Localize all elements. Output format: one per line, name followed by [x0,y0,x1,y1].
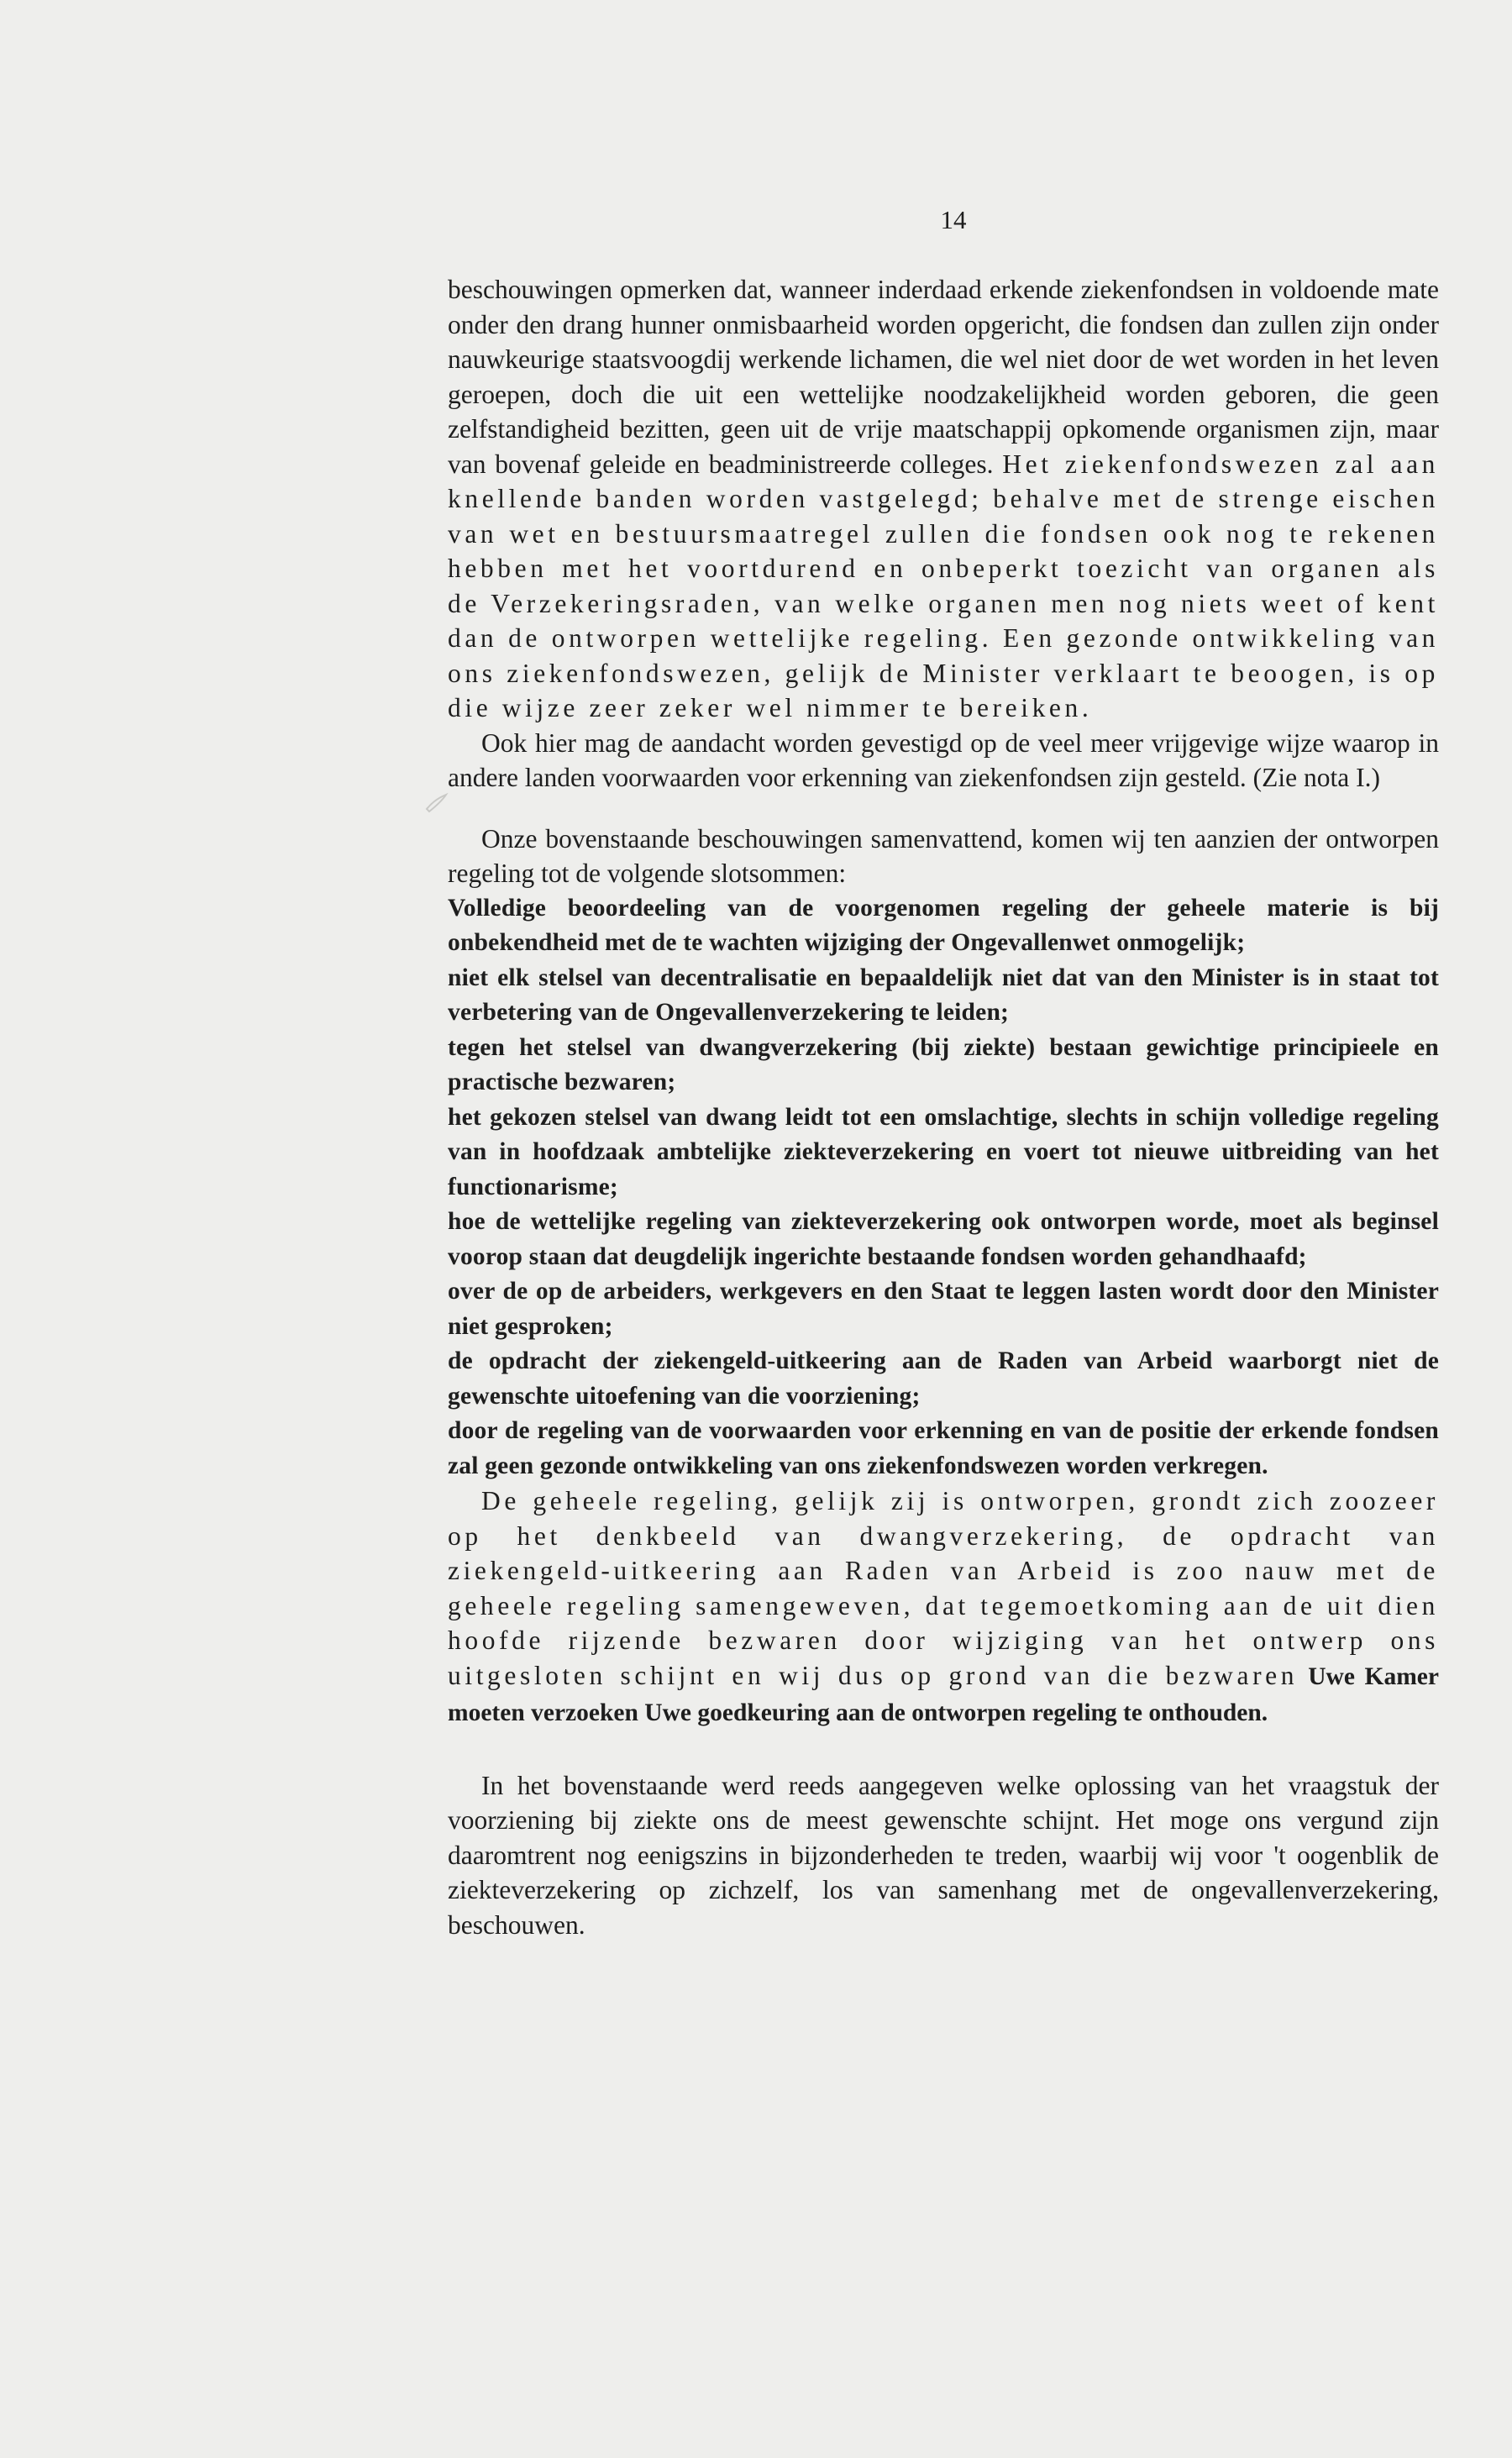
conclusion-item: niet elk stelsel van decentralisatie en bepaaldelijk niet dat van den Minister is in staat tot verbetering van de Ongevallenverzekering te leiden; [448,964,1439,1026]
conclusion-item: de opdracht der ziekengeld-uitkeering aan de Raden van Arbeid waarborgt niet de gewenschte uitoefening van die voorziening; [448,1347,1439,1410]
ink-stain-mark [424,792,449,814]
conclusions-list [448,891,1439,1484]
paragraph-closing: In het bovenstaande werd reeds aangegeven welke oplossing van het vraagstuk der voorziening bij ziekte ons de meest gewenschte schijnt. Het moge ons vergund zijn daaromtrent nog eenigszins in bijzonderheden te treden, waarbij wij voor 't oogenblik de ziekteverzekering op zichzelf, los van samenhang met de ongevallenverzekering, beschouwen. [448,1770,1439,1940]
page-number: 14 [940,205,967,234]
intro-text: beschouwingen opmerken dat, wanneer inderdaad erkende ziekenfondsen in voldoende mate onder den drang hunner onmisbaarheid worden opgericht, die fondsen dan zullen zijn onder nauwkeurige staatsvoogdij werkende lichamen, die wel niet door de wet worden in het leven geroepen, doch die uit een wettelijke noodzakelijkheid worden geboren, die geen zelfstandigheid bezitten, geen uit de vrije maatschappij opkomende organismen zijn, maar van bovenaf geleide en beadministreerde colleges. [448,275,1439,479]
conclusion-item: over de op de arbeiders, werkgevers en den Staat te leggen lasten wordt door den Minister niet gesproken; [448,1278,1439,1340]
request-spaced-text: De geheele regeling, gelijk zij is ontworpen, grondt zich zoozeer op het denkbeeld van dwangverzekering, de opdracht van ziekengeld-uitkeering aan Raden van Arbeid is zoo nauw met de geheele regeling samengeweven, dat tegemoetkoming aan de uit dien hoofde rijzende bezwaren door wijziging van het ontwerp ons uitgesloten schijnt en wij dus op grond van die bezwaren [448,1486,1439,1690]
request-bold-text: Uwe Kamer moeten verzoeken Uwe goedkeuring aan de ontworpen regeling te onthouden. [448,1662,1439,1726]
paragraph-summary-intro: Onze bovenstaande beschouwingen samenvattend, komen wij ten aanzien der ontworpen regeling tot de volgende slotsommen: [448,823,1439,888]
conclusion-item: het gekozen stelsel van dwang leidt tot een omslachtige, slechts in schijn volledige regeling van in hoofdzaak ambtelijke ziekteverzekering en voert tot nieuwe uitbreiding van het functionarisme; [448,1103,1439,1200]
conclusion-item: hoe de wettelijke regeling van ziekteverzekering ook ontworpen worde, moet als beginsel voorop staan dat deugdelijk ingerichte bestaande fondsen worden gehandhaafd; [448,1208,1439,1270]
paragraph-request [448,1484,1439,1731]
conclusion-item: door de regeling van de voorwaarden voor erkenning en van de positie der erkende fondsen zal geen gezonde ontwikkeling van ons ziekenfondswezen worden verkregen. [448,1417,1439,1479]
paragraph-intro [448,272,1439,726]
conclusion-item: tegen het stelsel van dwangverzekering (bij ziekte) bestaan gewichtige principieele en practische bezwaren; [448,1033,1439,1095]
paragraph-other-countries: Ook hier mag de aandacht worden gevestigd op de veel meer vrijgevige wijze waarop in andere landen voorwaarden voor erkenning van ziekenfondsen zijn gesteld. (Zie nota I.) [448,727,1439,792]
body-text [448,272,1439,1942]
intro-spaced-text: Het ziekenfondswezen zal aan knellende banden worden vastgelegd; behalve met de strenge eischen van wet en bestuursmaatregel zullen die fondsen ook nog te rekenen hebben met het voortdurend en onbeperkt toezicht van organen als de Verzekeringsraden, van welke organen men nog niets weet of kent dan de ontworpen wettelijke regeling. Een gezonde ontwikkeling van ons ziekenfondswezen, gelijk de Minister verklaart te beoogen, is op die wijze zeer zeker wel nimmer te bereiken. [448,449,1440,722]
conclusion-item: Volledige beoordeeling van de voorgenomen regeling der geheele materie is bij onbekendheid met de te wachten wijziging der Ongevallenwet onmogelijk; [448,894,1439,956]
